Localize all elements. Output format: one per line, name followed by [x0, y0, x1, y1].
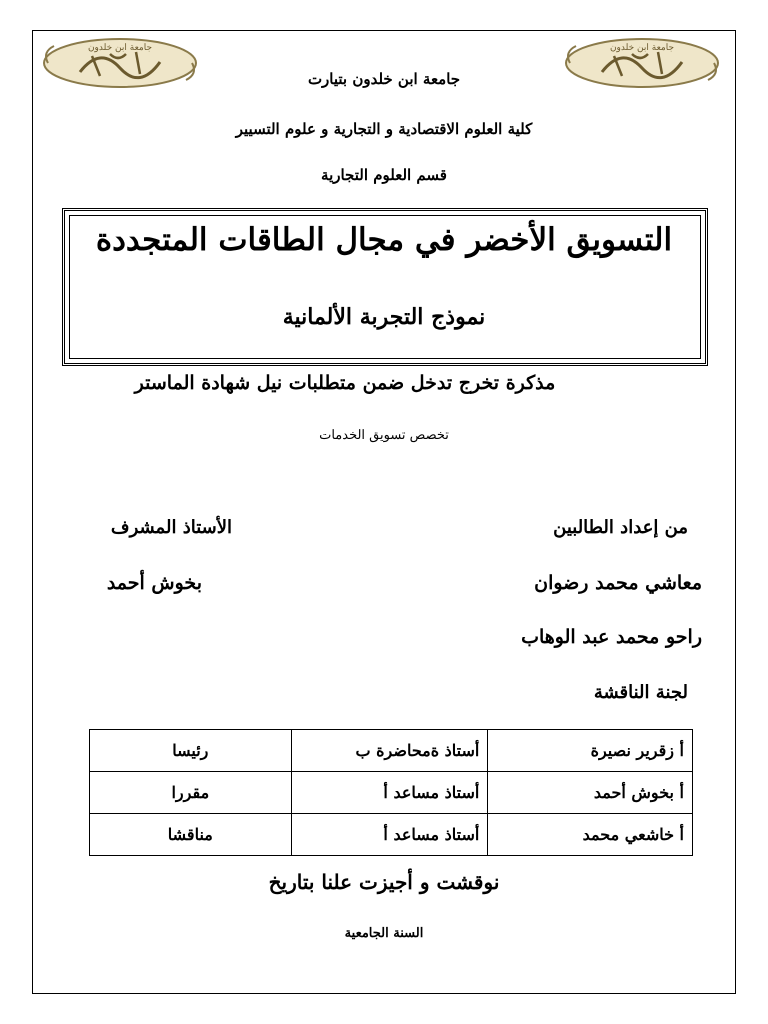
thesis-title: التسويق الأخضر في مجال الطاقات المتجددة — [95, 222, 673, 258]
logo-left-text: جامعة ابن خلدون — [87, 43, 153, 53]
jury-member-name: أ زقرير نصيرة — [488, 730, 693, 772]
jury-member-role: مقررا — [90, 772, 292, 814]
student-name-1: معاشي محمد رضوان — [534, 572, 702, 594]
university-name: جامعة ابن خلدون بتيارت — [307, 70, 461, 88]
supervisor-name: بخوش أحمد — [106, 572, 202, 594]
table-row — [90, 772, 693, 814]
thesis-subtitle: نموذج التجربة الألمانية — [282, 304, 486, 330]
jury-member-role: مناقشا — [90, 814, 292, 856]
jury-member-rank: أستاذ ةمحاضرة ب — [291, 730, 488, 772]
thesis-statement: مذكرة تخرج تدخل ضمن متطلبات نيل شهادة الماستر — [134, 372, 556, 394]
jury-member-name: أ بخوش أحمد — [488, 772, 693, 814]
jury-member-rank: أستاذ مساعد أ — [291, 814, 488, 856]
table-row — [90, 814, 693, 856]
supervisor-label: الأستاذ المشرف — [110, 517, 232, 538]
jury-member-name: أ خاشعي محمد — [488, 814, 693, 856]
table-row — [90, 730, 693, 772]
students-label: من إعداد الطالبين — [553, 517, 688, 538]
department-name: قسم العلوم التجارية — [321, 166, 447, 184]
jury-member-rank: أستاذ مساعد أ — [291, 772, 488, 814]
faculty-name: كلية العلوم الاقتصادية و التجارية و علوم التسيير — [235, 120, 533, 138]
logo-right-text: جامعة ابن خلدون — [609, 43, 675, 53]
jury-table — [89, 729, 693, 856]
jury-member-role: رئيسا — [90, 730, 292, 772]
academic-year-label: السنة الجامعية — [344, 926, 424, 941]
specialization: تخصص تسويق الخدمات — [319, 428, 449, 443]
jury-label: لجنة الناقشة — [593, 682, 688, 703]
student-name-2: راحو محمد عبد الوهاب — [521, 626, 702, 648]
defense-statement: نوقشت و أجيزت علنا بتاريخ — [268, 870, 500, 894]
